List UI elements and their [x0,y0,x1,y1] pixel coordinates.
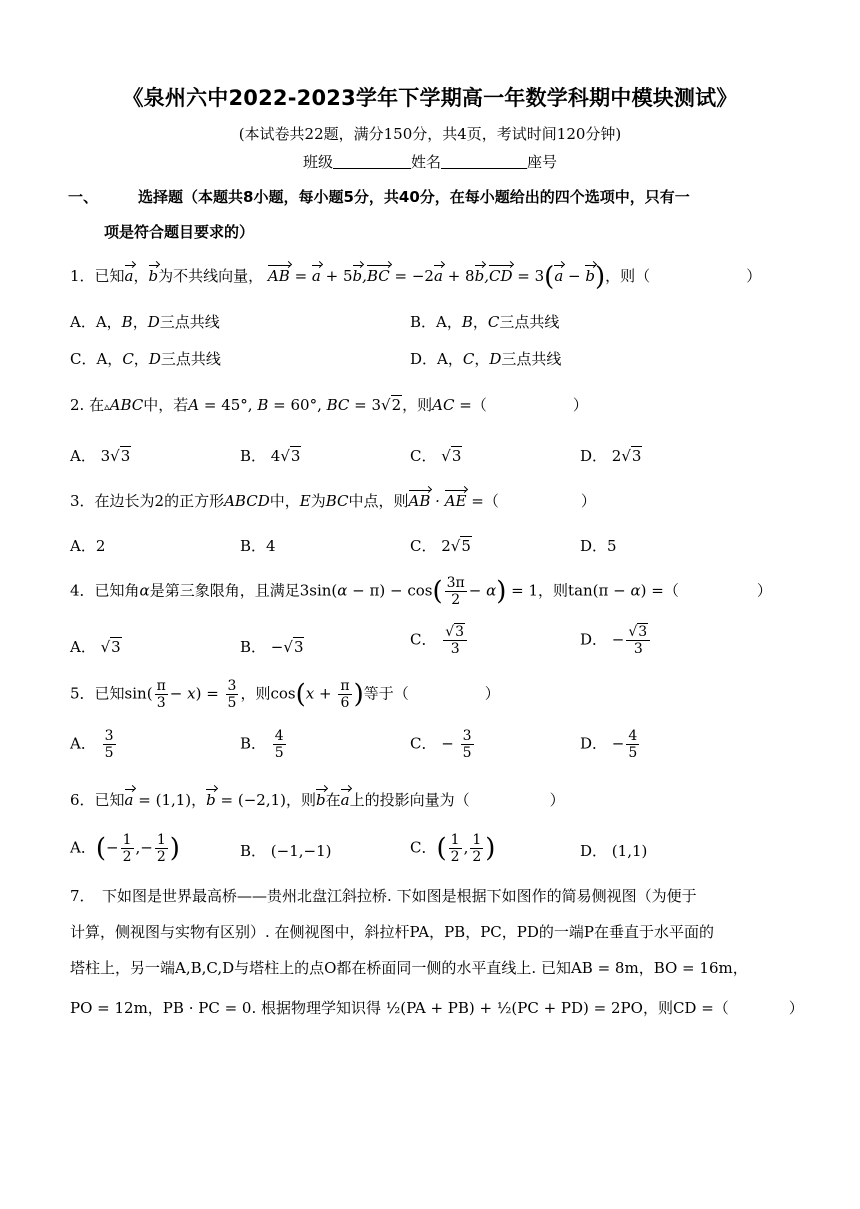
class-blank[interactable] [333,154,411,169]
exam-subtitle: (本试卷共22题，满分150分，共4页，考试时间120分钟) [238,125,622,143]
q7-line4: PO = 12m，PB · PC = 0. 根据物理学知识得 ½(PA + PB) + ½(PC + PD) = 2PO，则CD =（ ） [70,999,804,1017]
question-6: 6．已知a = (1,1)，b = (−2,1)，则b在a上的投影向量为（ ） [70,791,565,809]
question-3: 3．在边长为2的正方形ABCD中，E为BC中点，则AB · AE =（ ） [70,492,596,510]
q7-line1: 7． 下如图是世界最高桥——贵州北盘江斜拉桥. 下如图是根据下如图作的简易侧视图（为便于 [70,887,697,905]
q6-option-c[interactable]: C．( $\frac{1}{2}$ , $\frac{1}{2}$ ) [410,832,496,865]
question-1: 1．已知a，b为不共线向量， AB = a + 5b,BC = −2a + 8b,CD = 3(a − b)，则（ ） [70,262,762,292]
question-5: 5．已知sin( $\frac{\pi}{3}$ − x) = $\frac{3}{5}$ ，则cos(x + $\frac{\pi}{6}$ )等于（ ） [70,678,500,711]
q1-option-b[interactable]: B．A，B，C三点共线 [410,313,560,331]
q5-option-a[interactable]: A． $\frac{3}{5}$ [70,728,114,761]
question-7 [70,878,804,1026]
q4-option-b[interactable]: B． −√3 [240,638,304,656]
class-label: 班级 [302,153,333,171]
seat-label: 座号 [527,153,558,171]
q1-option-a[interactable]: A．A，B，D三点共线 [70,313,220,331]
q3-option-b[interactable]: B．4 [240,537,276,555]
q6-option-b[interactable]: B． (−1,−1) [240,842,332,860]
section-number: 一、 [68,188,99,206]
question-4: 4．已知角α是第三象限角，且满足3sin(α − π) − cos( $\frac{3\pi}{2}$ − α) = 1，则tan(π − α) =（ ） [70,575,772,608]
q3-option-d[interactable]: D．5 [580,537,617,555]
q3-option-a[interactable]: A．2 [70,537,106,555]
q4-option-c[interactable]: C． $\frac{√3}{3}$ [410,624,469,657]
q5-option-b[interactable]: B． $\frac{4}{5}$ [240,728,284,761]
q6-option-d[interactable]: D． (1,1) [580,842,648,860]
page-title: 《泉州六中2022-2023学年下学期高一年数学科期中模块测试》 [122,86,738,110]
q2-option-b[interactable]: B． 4√3 [240,447,301,465]
q7-line2: 计算，侧视图与实物有区别）. 在侧视图中，斜拉杆PA，PB，PC，PD的一端P在垂直于水平面的 [70,923,714,941]
name-label: 姓名 [410,153,441,171]
q5-option-d[interactable]: D． − $\frac{4}{5}$ [580,728,638,761]
section-heading-line1: 选择题（本题共8小题，每小题5分，共40分，在每小题给出的四个选项中，只有一 [138,188,690,206]
q7-line3: 塔柱上，另一端A,B,C,D与塔柱上的点O都在桥面同一侧的水平直线上. 已知AB = 8m，BO = 16m， [70,959,748,977]
student-info-line [0,151,860,172]
q2-option-d[interactable]: D． 2√3 [580,447,642,465]
q3-option-c[interactable]: C． 2√5 [410,537,471,555]
q2-option-a[interactable]: A． 3√3 [70,447,131,465]
q4-option-d[interactable]: D． − $\frac{√3}{3}$ [580,624,652,657]
q4-option-a[interactable]: A． √3 [70,638,121,656]
q6-option-a[interactable]: A．(− $\frac{1}{2}$ ,− $\frac{1}{2}$ ) [70,832,180,865]
q2-option-c[interactable]: C． √3 [410,447,462,465]
name-blank[interactable] [441,154,527,169]
q5-option-c[interactable]: C． − $\frac{3}{5}$ [410,728,472,761]
q1-option-d[interactable]: D．A，C，D三点共线 [410,350,562,368]
section-heading-line2: 项是符合题目要求的） [104,223,255,241]
q1-option-c[interactable]: C．A，C，D三点共线 [70,350,221,368]
question-2: 2. 在▵ABC中，若A = 45°, B = 60°, BC = 3√2，则AC =（ ） [70,396,588,414]
